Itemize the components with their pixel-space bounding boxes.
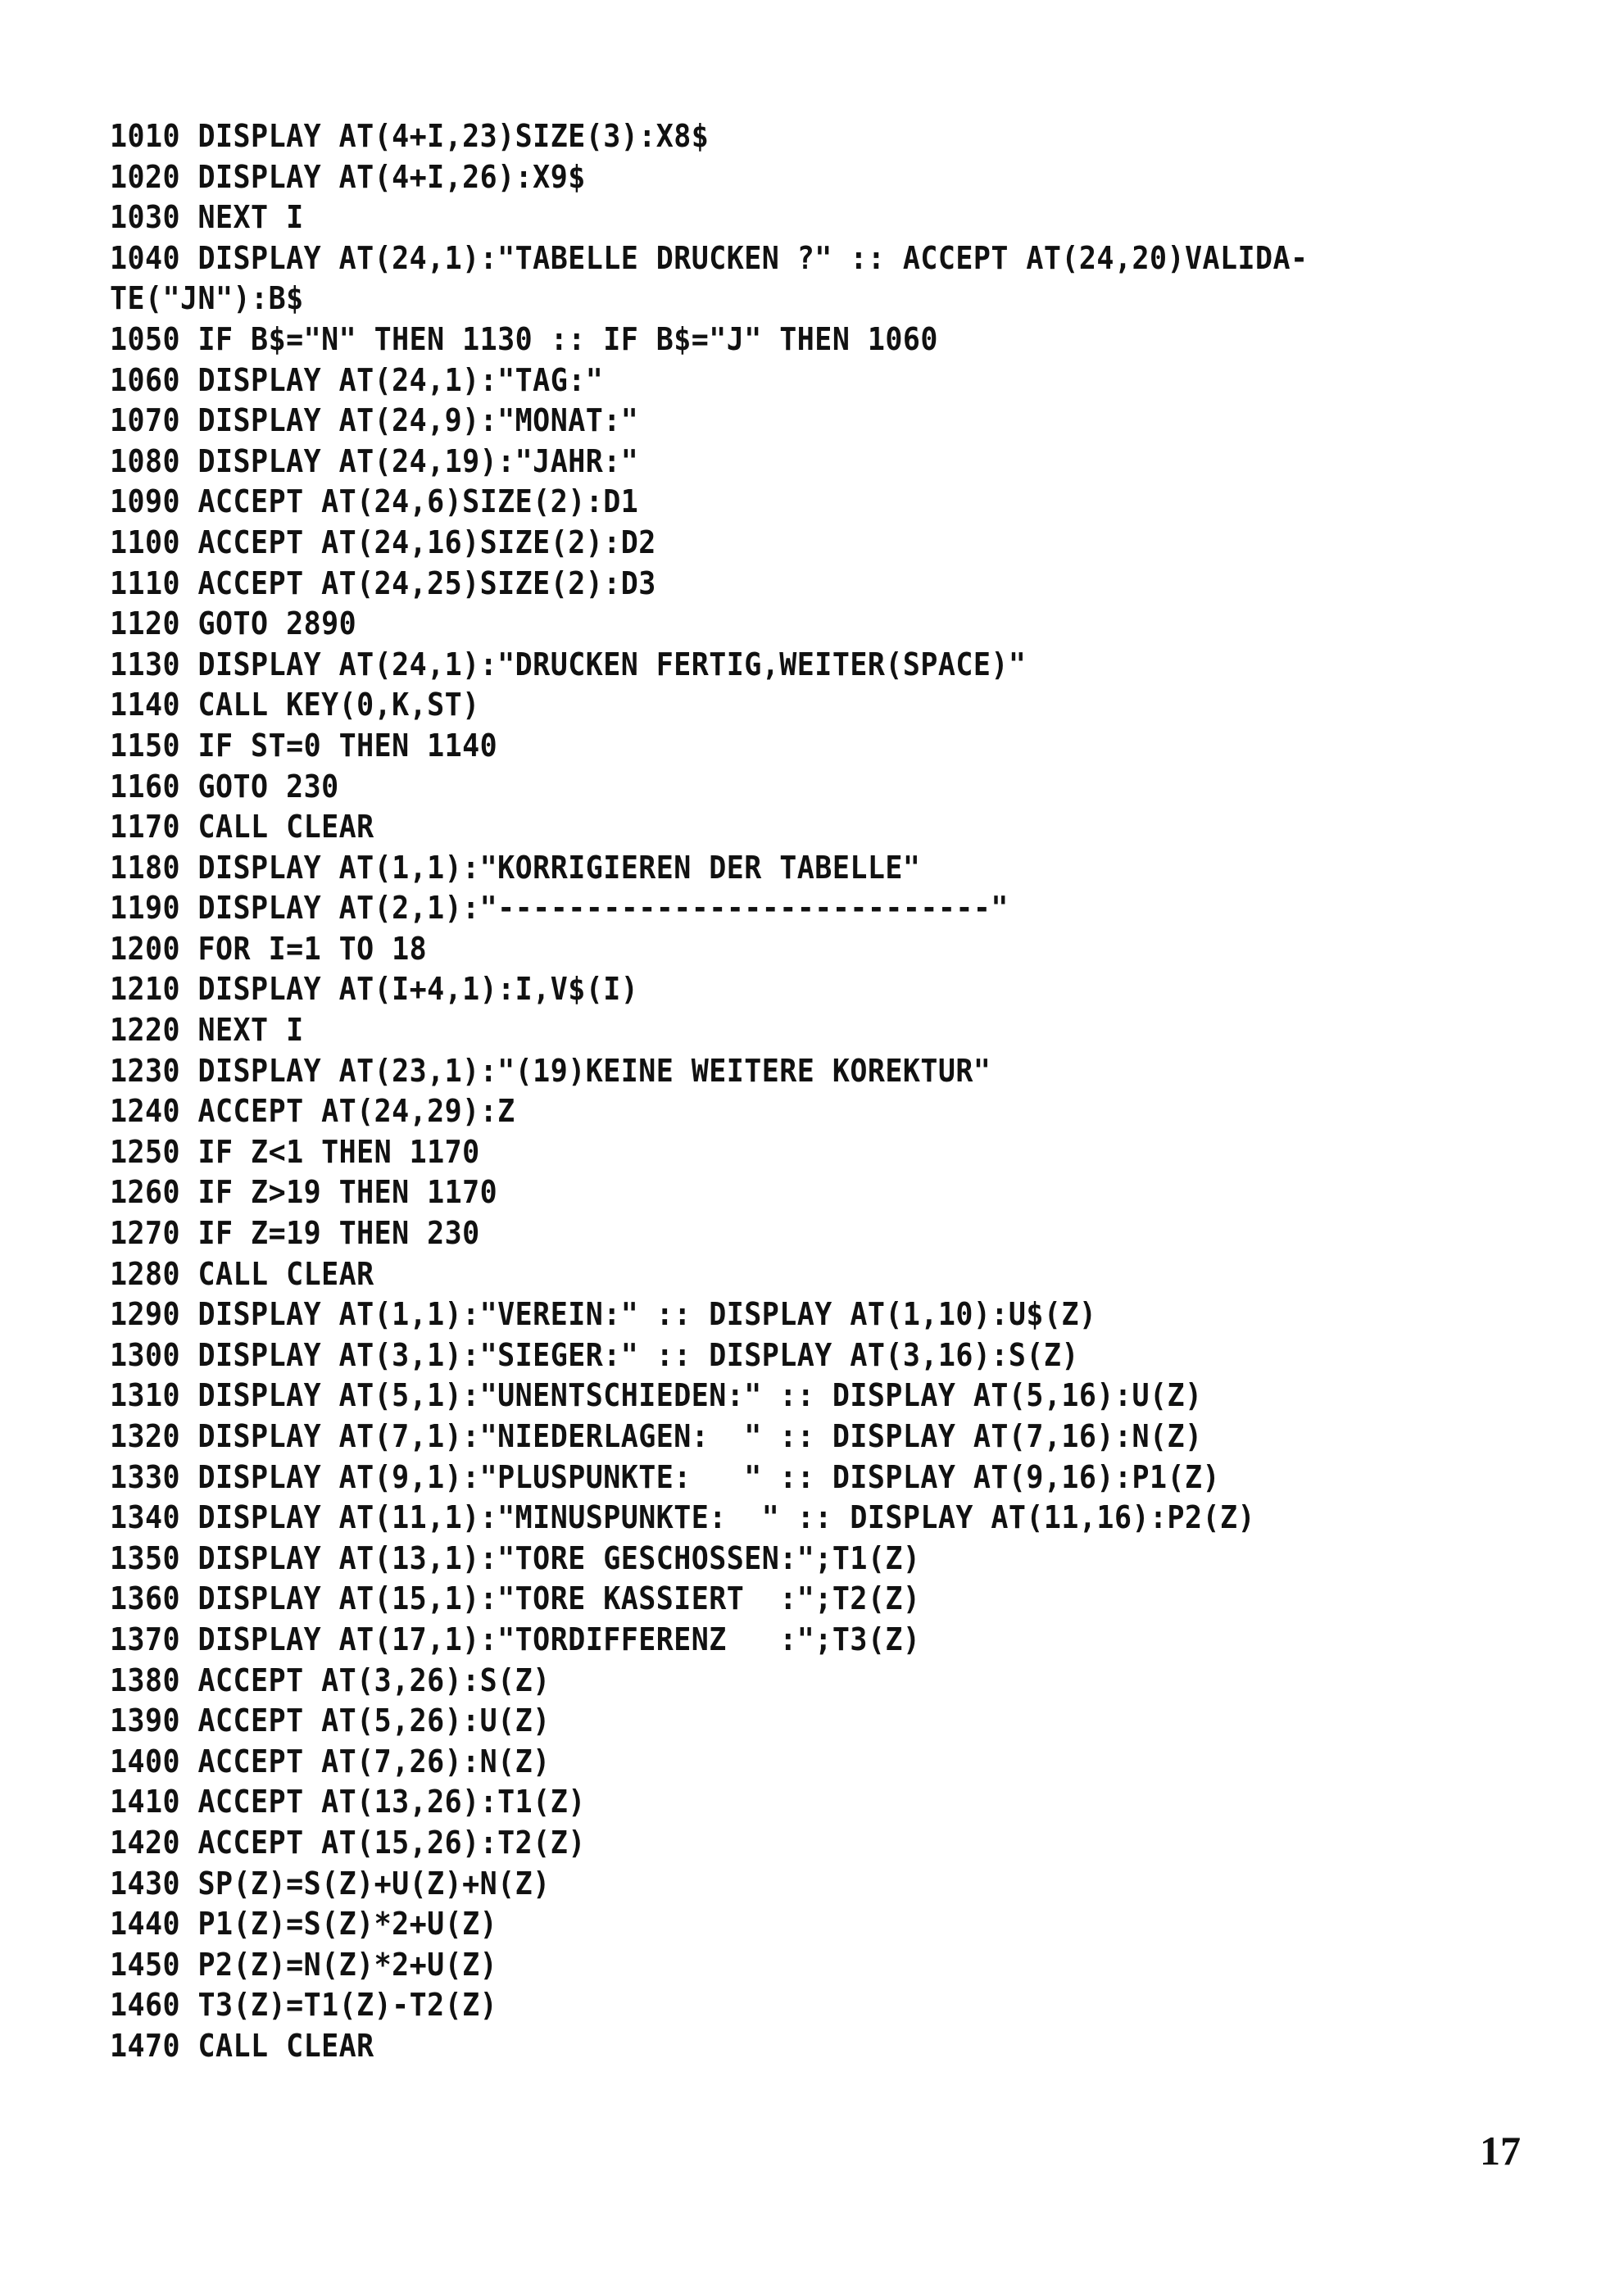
code-line: 1040 DISPLAY AT(24,1):"TABELLE DRUCKEN ?" :: ACCEPT AT(24,20)VALIDA- <box>110 239 1309 276</box>
code-line: 1240 ACCEPT AT(24,29):Z <box>110 1093 515 1130</box>
code-line: 1280 CALL CLEAR <box>110 1255 374 1292</box>
code-line: 1410 ACCEPT AT(13,26):T1(Z) <box>110 1784 586 1820</box>
code-line: 1450 P2(Z)=N(Z)*2+U(Z) <box>110 1946 498 1983</box>
code-line: 1170 CALL CLEAR <box>110 809 374 846</box>
code-line: 1360 DISPLAY AT(15,1):"TORE KASSIERT :";T2(Z) <box>110 1580 921 1617</box>
code-line: 1430 SP(Z)=S(Z)+U(Z)+N(Z) <box>110 1865 551 1902</box>
code-line: 1190 DISPLAY AT(2,1):"----------------------------" <box>110 890 1009 927</box>
code-line: 1110 ACCEPT AT(24,25)SIZE(2):D3 <box>110 564 656 601</box>
code-line: 1460 T3(Z)=T1(Z)-T2(Z) <box>110 1987 498 2024</box>
code-line: 1150 IF ST=0 THEN 1140 <box>110 727 498 764</box>
code-line: 1050 IF B$="N" THEN 1130 :: IF B$="J" THEN 1060 <box>110 320 938 357</box>
code-line: 1420 ACCEPT AT(15,26):T2(Z) <box>110 1824 586 1861</box>
code-line: 1390 ACCEPT AT(5,26):U(Z) <box>110 1702 551 1739</box>
code-line: 1020 DISPLAY AT(4+I,26):X9$ <box>110 158 586 195</box>
code-line: 1180 DISPLAY AT(1,1):"KORRIGIEREN DER TABELLE" <box>110 849 921 886</box>
code-line: 1140 CALL KEY(0,K,ST) <box>110 687 480 723</box>
code-line: 1310 DISPLAY AT(5,1):"UNENTSCHIEDEN:" :: DISPLAY AT(5,16):U(Z) <box>110 1377 1203 1414</box>
code-line: 1250 IF Z<1 THEN 1170 <box>110 1133 480 1170</box>
code-line: 1060 DISPLAY AT(24,1):"TAG:" <box>110 361 604 398</box>
code-line: 1320 DISPLAY AT(7,1):"NIEDERLAGEN: " :: DISPLAY AT(7,16):N(Z) <box>110 1418 1203 1454</box>
code-line: 1220 NEXT I <box>110 1012 304 1049</box>
code-line: 1260 IF Z>19 THEN 1170 <box>110 1174 498 1211</box>
code-line: 1440 P1(Z)=S(Z)*2+U(Z) <box>110 1906 498 1943</box>
code-line: 1210 DISPLAY AT(I+4,1):I,V$(I) <box>110 971 639 1008</box>
page-number: 17 <box>1480 2128 1521 2174</box>
code-line: 1300 DISPLAY AT(3,1):"SIEGER:" :: DISPLAY AT(3,16):S(Z) <box>110 1336 1079 1373</box>
code-line: 1270 IF Z=19 THEN 230 <box>110 1215 480 1252</box>
code-line: 1080 DISPLAY AT(24,19):"JAHR:" <box>110 442 639 479</box>
code-line: 1370 DISPLAY AT(17,1):"TORDIFFERENZ :";T3(Z) <box>110 1621 921 1657</box>
code-line: 1350 DISPLAY AT(13,1):"TORE GESCHOSSEN:";T1(Z) <box>110 1539 921 1576</box>
code-line: 1010 DISPLAY AT(4+I,23)SIZE(3):X8$ <box>110 118 710 154</box>
code-line: 1230 DISPLAY AT(23,1):"(19)KEINE WEITERE KOREKTUR" <box>110 1052 991 1089</box>
code-line: 1400 ACCEPT AT(7,26):N(Z) <box>110 1743 551 1779</box>
code-line: 1130 DISPLAY AT(24,1):"DRUCKEN FERTIG,WEITER(SPACE)" <box>110 646 1027 682</box>
code-line: 1100 ACCEPT AT(24,16)SIZE(2):D2 <box>110 524 656 560</box>
code-line: 1290 DISPLAY AT(1,1):"VEREIN:" :: DISPLAY AT(1,10):U$(Z) <box>110 1296 1097 1333</box>
code-line: 1030 NEXT I <box>110 199 304 236</box>
code-line: 1380 ACCEPT AT(3,26):S(Z) <box>110 1662 551 1698</box>
code-line-continuation: TE("JN"):B$ <box>110 280 304 317</box>
code-line: 1340 DISPLAY AT(11,1):"MINUSPUNKTE: " :: DISPLAY AT(11,16):P2(Z) <box>110 1499 1256 1536</box>
code-line: 1120 GOTO 2890 <box>110 605 357 642</box>
code-line: 1160 GOTO 230 <box>110 768 339 805</box>
code-line: 1470 CALL CLEAR <box>110 2027 374 2064</box>
code-line: 1200 FOR I=1 TO 18 <box>110 930 428 967</box>
code-line: 1330 DISPLAY AT(9,1):"PLUSPUNKTE: " :: DISPLAY AT(9,16):P1(Z) <box>110 1458 1220 1495</box>
code-line: 1090 ACCEPT AT(24,6)SIZE(2):D1 <box>110 483 639 520</box>
code-line: 1070 DISPLAY AT(24,9):"MONAT:" <box>110 402 639 439</box>
basic-program-listing <box>110 116 1519 2067</box>
